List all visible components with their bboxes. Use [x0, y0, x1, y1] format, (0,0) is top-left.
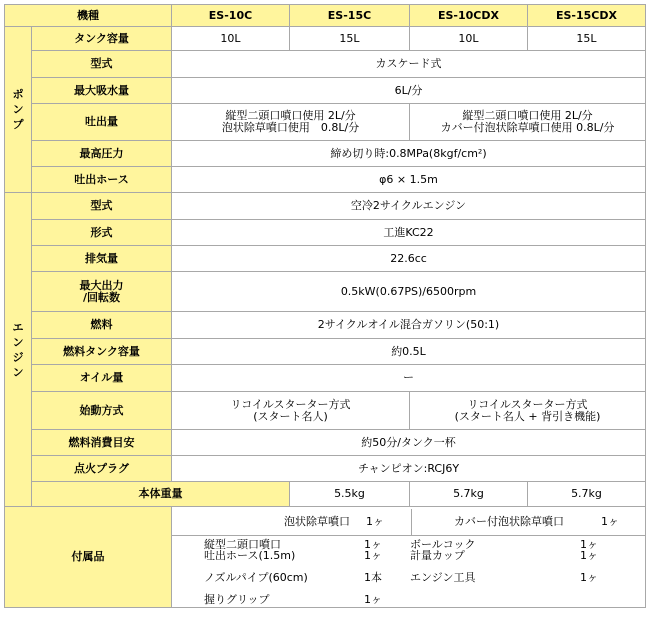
accessory-item: ボールコック 1ヶ [410, 538, 598, 551]
row-label: 最大吸水量 [32, 78, 172, 104]
accessory-item: ノズルパイプ(60cm) 1本 [204, 571, 382, 584]
row-label: 始動方式 [32, 392, 172, 430]
accessory-item: エンジン工具 1ヶ [410, 571, 598, 584]
cell-value: 約0.5L [172, 339, 646, 365]
tank-capacity-row [5, 27, 646, 51]
accessory-name: カバー付泡状除草噴口 [454, 515, 564, 528]
cell-value: リコイルスターター方式 (スタート名人 + 背引き機能) [410, 392, 646, 430]
accessories-left-list [172, 539, 410, 605]
cell-value: 10L [410, 27, 528, 51]
max-suction-row [5, 78, 646, 104]
cell-value: カスケード式 [172, 51, 646, 78]
row-label: 吐出ホース [32, 167, 172, 193]
model-name: ES-10CDX [410, 5, 528, 27]
row-label: 燃料タンク容量 [32, 339, 172, 365]
accessories-right-list [410, 539, 645, 605]
cell-value: 22.6cc [172, 246, 646, 272]
engine-group-label: エ ン ジ ン [5, 193, 32, 507]
row-label: 排気量 [32, 246, 172, 272]
cell-value: 締め切り時:0.8MPa(8kgf/cm²) [172, 141, 646, 167]
row-label: 吐出量 [32, 104, 172, 141]
spark-plug-row [5, 456, 646, 482]
row-label: 本体重量 [32, 482, 290, 507]
start-method-row [5, 392, 646, 430]
hose-row [5, 167, 646, 193]
cell-value: 0.5kW(0.67PS)/6500rpm [172, 272, 646, 312]
max-pressure-row [5, 141, 646, 167]
cell-value: 15L [528, 27, 646, 51]
spec-table [4, 4, 646, 608]
accessory-qty: 1ヶ [601, 515, 619, 528]
row-label: 型式 [32, 193, 172, 220]
row-label: 燃料 [32, 312, 172, 339]
pump-type-row [5, 51, 646, 78]
accessory-item: 計量カップ 1ヶ [410, 549, 598, 562]
cell-value: 15L [290, 27, 410, 51]
cell-value: 縦型二頭口噴口使用 2L/分 泡状除草噴口使用 0.8L/分 [172, 104, 410, 141]
pump-group-label: ポ ン プ [5, 27, 32, 193]
fuel-tank-row [5, 339, 646, 365]
cell-value: 5.5kg [290, 482, 410, 507]
cell-value: 5.7kg [528, 482, 646, 507]
row-label: 最大出力 /回転数 [32, 272, 172, 312]
fuel-row [5, 312, 646, 339]
row-label: 最高圧力 [32, 141, 172, 167]
model-name: ES-15CDX [528, 5, 646, 27]
max-output-row [5, 272, 646, 312]
cell-value: 縦型二頭口噴口使用 2L/分 カバー付泡状除草噴口使用 0.8L/分 [410, 104, 646, 141]
discharge-row [5, 104, 646, 141]
accessory-item: 縦型二頭口噴口 1ヶ [204, 538, 382, 551]
accessory-name: 泡状除草噴口 [284, 515, 350, 528]
cell-value: 工進KC22 [172, 220, 646, 246]
cell-value: 約50分/タンク一杯 [172, 430, 646, 456]
header-row [5, 5, 646, 27]
model-name: ES-15C [290, 5, 410, 27]
accessory-qty: 1ヶ [366, 515, 384, 528]
cell-value: 5.7kg [410, 482, 528, 507]
row-label: 形式 [32, 220, 172, 246]
row-label: 型式 [32, 51, 172, 78]
cell-value: チャンピオン:RCJ6Y [172, 456, 646, 482]
cell-value: 6L/分 [172, 78, 646, 104]
cell-value: 空冷2サイクルエンジン [172, 193, 646, 220]
cell-value: リコイルスターター方式 (スタート名人) [172, 392, 410, 430]
cell-value: ー [172, 365, 646, 392]
model-name: ES-10C [172, 5, 290, 27]
oil-row [5, 365, 646, 392]
weight-row [5, 482, 646, 507]
row-label: 付属品 [5, 507, 172, 608]
engine-type-row [5, 193, 646, 220]
accessory-item: 吐出ホース(1.5m) 1ヶ [204, 549, 382, 562]
fuel-consumption-row [5, 430, 646, 456]
cell-value: 10L [172, 27, 290, 51]
displacement-row [5, 246, 646, 272]
row-label: オイル量 [32, 365, 172, 392]
row-label: 点火プラグ [32, 456, 172, 482]
engine-model-row [5, 220, 646, 246]
cell-value: φ6 × 1.5m [172, 167, 646, 193]
cell-value: 2サイクルオイル混合ガソリン(50:1) [172, 312, 646, 339]
row-label: 燃料消費目安 [32, 430, 172, 456]
model-header-label: 機種 [5, 5, 172, 27]
accessory-item: 握りグリップ 1ヶ [204, 593, 382, 606]
accessories-cell [172, 507, 646, 608]
row-label: タンク容量 [32, 27, 172, 51]
accessories-row [5, 507, 646, 608]
